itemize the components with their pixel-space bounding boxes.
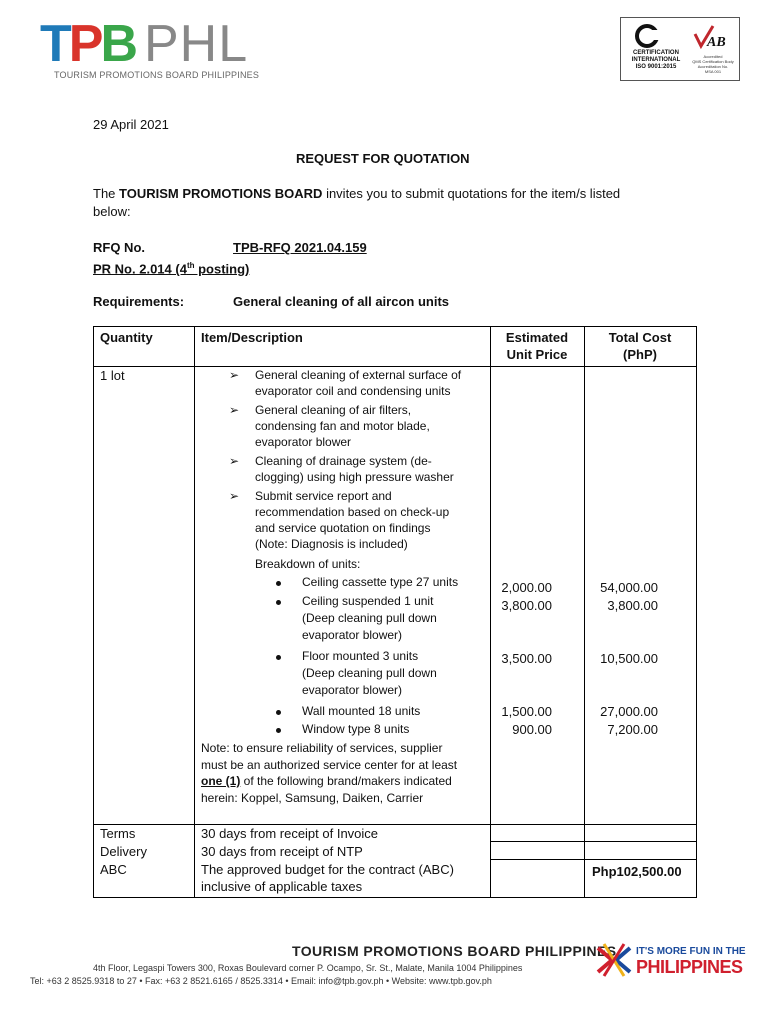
tpb-logo-phl: PHL [144, 15, 249, 73]
iab-line-3: Accreditation No. [697, 64, 729, 69]
task-4-line-3: and service quotation on findings [255, 521, 431, 535]
arrow-bullet-icon: ➢ [229, 403, 240, 417]
unit-total: 54,000.00 [600, 580, 658, 595]
task-item [255, 453, 454, 485]
pr-suffix: posting) [194, 261, 250, 277]
letter-title: REQUEST FOR QUOTATION [296, 151, 470, 166]
intro-prefix: The [93, 186, 120, 201]
task-3-line-2: clogging) using high pressure washer [255, 470, 454, 484]
arrow-bullet-icon: ➢ [229, 489, 240, 503]
pr-text: PR No. 2.014 (4 [93, 261, 187, 277]
header-unit-price-line1: Estimated [505, 330, 569, 345]
unit-item [302, 648, 437, 699]
breakdown-label: Breakdown of units: [255, 557, 361, 571]
note-line-3-suffix: of the following brand/makers indicated [240, 774, 452, 788]
more-fun-philippines-logo [594, 938, 744, 982]
fun-philippines: PHILIPPINES [636, 957, 743, 977]
tpb-logo-b: B [100, 15, 136, 73]
note-line-2: must be an authorized service center for at least [201, 757, 458, 772]
unit-3-line-1: Floor mounted 3 units [302, 649, 419, 663]
task-4-line-1: Submit service report and [255, 489, 392, 503]
unit-price: 3,800.00 [501, 598, 552, 613]
bullet-dot-icon [276, 600, 281, 605]
header-unit-price [490, 329, 584, 363]
header-unit-price-line2: Unit Price [506, 347, 568, 362]
header-total-cost [584, 329, 696, 363]
delivery-label: Delivery [100, 844, 147, 859]
arrow-bullet-icon: ➢ [229, 454, 240, 468]
abc-value [201, 861, 454, 895]
note-line-3 [201, 773, 457, 790]
weave-icon [594, 940, 634, 980]
note-underlined: one (1) [201, 774, 241, 788]
task-item [255, 488, 449, 552]
footer-org-name: TOURISM PROMOTIONS BOARD PHILIPPINES [292, 943, 617, 959]
intro-suffix: invites you to submit quotations for the item/s listed [322, 186, 621, 201]
header-total-cost-line1: Total Cost [608, 330, 672, 345]
task-item [255, 367, 461, 399]
quotation-table [93, 326, 697, 898]
delivery-value: 30 days from receipt of NTP [201, 844, 363, 859]
footer-contact: Tel: +63 2 8525.9318 to 27 • Fax: +63 2 8521.6165 / 8525.3314 • Email: info@tpb.gov.ph • Website: www.tpb.gov.ph [30, 976, 492, 986]
unit-2-line-1: Ceiling suspended 1 unit [302, 594, 434, 608]
iab-logo-icon [693, 24, 733, 50]
iab-line-2: QMS Certification Body [692, 59, 734, 64]
fun-slogan: IT'S MORE FUN IN THE [636, 946, 746, 957]
abc-value-line-2: inclusive of applicable taxes [201, 879, 363, 894]
requirements-label: Requirements: [93, 294, 185, 309]
unit-total: 3,800.00 [607, 598, 658, 613]
footer-address: 4th Floor, Legaspi Towers 300, Roxas Boulevard corner P. Ocampo, Sr. St., Malate, Manila 1004 Philippines [93, 963, 523, 973]
certification-text [625, 50, 687, 71]
unit-3-line-3: evaporator blower) [302, 683, 403, 697]
task-1-line-1: General cleaning of external surface of [255, 368, 462, 382]
tpb-logo-t: T [40, 15, 69, 73]
requirements-value: General cleaning of all aircon units [233, 294, 449, 309]
task-4-line-4: (Note: Diagnosis is included) [255, 537, 408, 551]
certification-badge [620, 17, 740, 81]
rfq-label: RFQ No. [93, 240, 145, 255]
task-item [255, 402, 430, 450]
intro-line-2: below: [93, 204, 131, 219]
unit-item: Wall mounted 18 units [302, 704, 421, 718]
note-line-4: herein: Koppel, Samsung, Daiken, Carrier [201, 790, 424, 805]
unit-3-line-2: (Deep cleaning pull down [302, 666, 437, 680]
bullet-dot-icon [276, 581, 281, 586]
svg-text:AB: AB [707, 35, 726, 50]
terms-value: 30 days from receipt of Invoice [201, 826, 379, 841]
unit-2-line-3: evaporator blower) [302, 628, 403, 642]
cert-line-2: INTERNATIONAL [631, 57, 681, 63]
authorized-center-note [201, 740, 457, 806]
unit-total: 27,000.00 [600, 704, 658, 719]
cert-line-3: ISO 9001:2015 [635, 64, 677, 70]
unit-price: 2,000.00 [501, 580, 552, 595]
unit-item: Ceiling cassette type 27 units [302, 575, 459, 589]
pr-sup: th [186, 261, 195, 270]
iab-line-4: MSA 001 [704, 69, 722, 74]
cert-line-1: CERTIFICATION [633, 50, 679, 56]
task-2-line-1: General cleaning of air filters, [255, 403, 412, 417]
task-2-line-2: condensing fan and motor blade, [255, 419, 430, 433]
abc-label: ABC [100, 862, 127, 877]
intro-org: TOURISM PROMOTIONS BOARD [119, 186, 323, 201]
pr-number [93, 257, 249, 277]
header-quantity: Quantity [100, 330, 153, 345]
unit-price: 1,500.00 [501, 704, 552, 719]
header-item-description: Item/Description [201, 330, 303, 345]
tpb-logo-letters [40, 16, 135, 72]
unit-price: 3,500.00 [501, 651, 552, 666]
tpb-logo-subtitle: TOURISM PROMOTIONS BOARD PHILIPPINES [54, 70, 260, 80]
task-2-line-3: evaporator blower [255, 435, 352, 449]
unit-item: Window type 8 units [302, 722, 410, 736]
task-4-line-2: recommendation based on check-up [255, 505, 450, 519]
quantity-value: 1 lot [100, 368, 125, 383]
abc-amount: Php102,500.00 [592, 864, 682, 879]
bullet-dot-icon [276, 710, 281, 715]
intro-line-1 [93, 185, 620, 202]
iab-line-1: Accredited [703, 54, 723, 59]
unit-total: 7,200.00 [607, 722, 658, 737]
bullet-dot-icon [276, 655, 281, 660]
header-total-cost-line2: (PhP) [623, 347, 657, 362]
unit-total: 10,500.00 [600, 651, 658, 666]
unit-price: 900.00 [512, 722, 552, 737]
letter-date: 29 April 2021 [93, 117, 169, 132]
bullet-dot-icon [276, 728, 281, 733]
task-1-line-2: evaporator coil and condensing units [255, 384, 451, 398]
arrow-bullet-icon: ➢ [229, 368, 240, 382]
tpb-logo [40, 16, 280, 86]
unit-2-line-2: (Deep cleaning pull down [302, 611, 437, 625]
task-3-line-1: Cleaning of drainage system (de- [255, 454, 432, 468]
note-line-1: Note: to ensure reliability of services, supplier [201, 741, 443, 755]
iab-accreditation-text [691, 54, 735, 74]
abc-value-line-1: The approved budget for the contract (ABC) [201, 862, 454, 877]
rfq-value: TPB-RFQ 2021.04.159 [233, 240, 367, 255]
tpb-logo-p: P [68, 15, 101, 73]
unit-item [302, 593, 437, 644]
terms-label: Terms [100, 826, 136, 841]
